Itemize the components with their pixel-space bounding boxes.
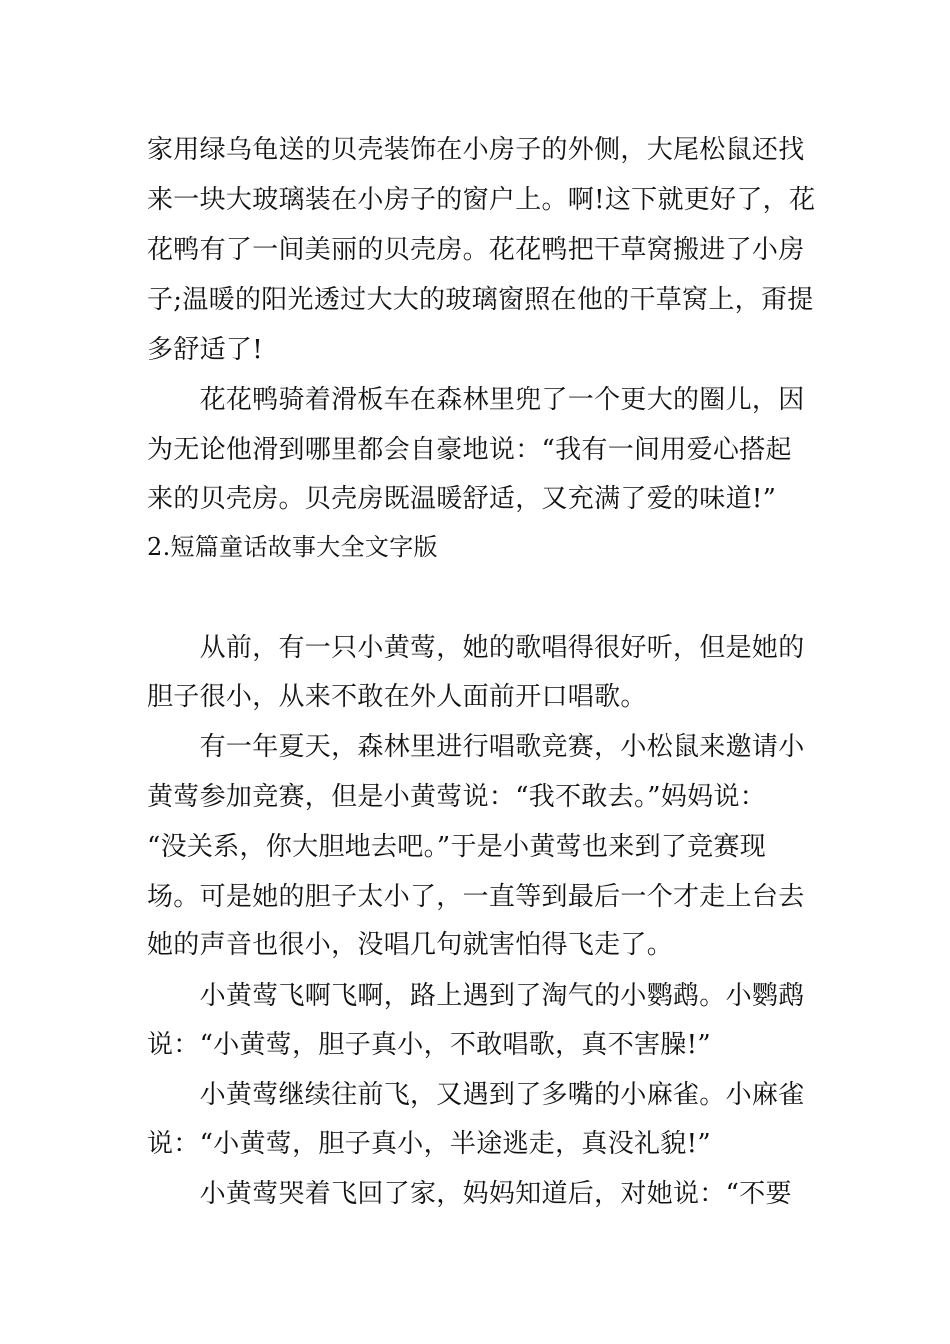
text-line: 来的贝壳房。贝壳房既温暖舒适，又充满了爱的味道!” (147, 484, 777, 514)
text-line: 家用绿乌龟送的贝壳装饰在小房子的外侧，大尾松鼠还找 (147, 135, 805, 165)
text-line: 小黄莺飞啊飞啊，路上遇到了淘气的小鹦鹉。小鹦鹉 (147, 981, 805, 1011)
text-line: 为无论他滑到哪里都会自豪地说：“我有一间用爱心搭起 (147, 435, 792, 465)
text-line: 小黄莺哭着飞回了家，妈妈知道后，对她说：“不要 (147, 1179, 792, 1209)
text-line: 黄莺参加竞赛，但是小黄莺说：“我不敢去。”妈妈说： (147, 782, 767, 812)
text-line: 她的声音也很小，没唱几句就害怕得飞走了。 (147, 930, 674, 960)
text-line: 说：“小黄莺，胆子真小，半途逃走，真没礼貌!” (147, 1129, 711, 1159)
text-line: 场。可是她的胆子太小了，一直等到最后一个才走上台去 (147, 882, 805, 912)
text-line: 说：“小黄莺，胆子真小，不敢唱歌，真不害臊!” (147, 1030, 711, 1060)
section-heading: 2.短篇童话故事大全文字版 (147, 533, 438, 561)
text-line: 多舒适了! (147, 335, 263, 365)
text-line: “没关系，你大胆地去吧。”于是小黄莺也来到了竞赛现 (147, 832, 767, 862)
text-line: 花花鸭骑着滑板车在森林里兜了一个更大的圈儿，因 (147, 385, 805, 415)
text-line: 来一块大玻璃装在小房子的窗户上。啊!这下就更好了，花 (147, 185, 816, 215)
text-line: 从前，有一只小黄莺，她的歌唱得很好听，但是她的 (147, 633, 805, 663)
text-line: 胆子很小，从来不敢在外人面前开口唱歌。 (147, 682, 647, 712)
text-line: 小黄莺继续往前飞，又遇到了多嘴的小麻雀。小麻雀 (147, 1080, 805, 1110)
text-line: 子;温暖的阳光透过大大的玻璃窗照在他的干草窝上，甭提 (147, 285, 814, 315)
text-line: 有一年夏天，森林里进行唱歌竞赛，小松鼠来邀请小 (147, 732, 805, 762)
text-line: 花鸭有了一间美丽的贝壳房。花花鸭把干草窝搬进了小房 (147, 235, 805, 265)
